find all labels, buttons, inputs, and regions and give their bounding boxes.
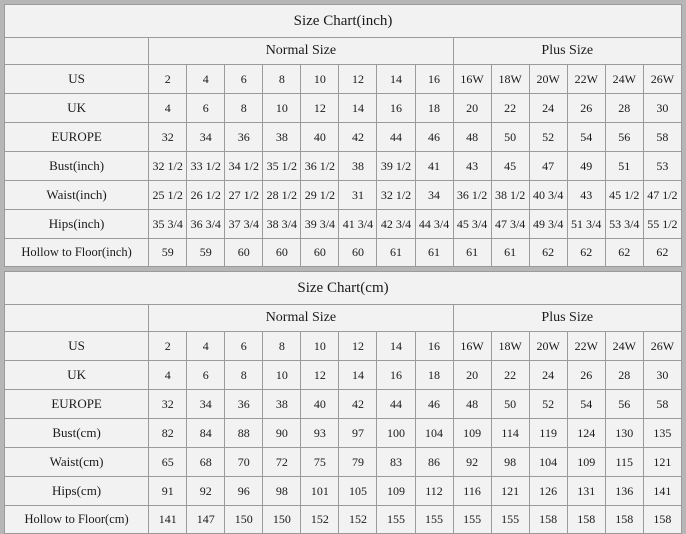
cell-value: 41 3/4 [339,210,377,239]
cell-value: 155 [453,506,491,534]
cell-value: 14 [377,332,415,361]
table-row [5,506,682,534]
row-label-bust: Bust(inch) [5,152,149,181]
cell-value: 38 [263,390,301,419]
cell-value: 50 [491,123,529,152]
cell-value: 42 [339,390,377,419]
cell-value: 34 [415,181,453,210]
cell-value: 8 [263,65,301,94]
cell-value: 158 [529,506,567,534]
cell-value: 39 3/4 [301,210,339,239]
cell-value: 62 [567,239,605,267]
row-label-europe: EUROPE [5,123,149,152]
cell-value: 36 3/4 [187,210,225,239]
cell-value: 20W [529,332,567,361]
cell-value: 22 [491,94,529,123]
cell-value: 4 [149,94,187,123]
chart-title: Size Chart(inch) [5,5,682,38]
cell-value: 48 [453,123,491,152]
cell-value: 93 [301,419,339,448]
cell-value: 29 1/2 [301,181,339,210]
cell-value: 40 [301,390,339,419]
cell-value: 45 1/2 [605,181,643,210]
cell-value: 61 [415,239,453,267]
cell-value: 10 [301,332,339,361]
cell-value: 40 3/4 [529,181,567,210]
cell-value: 2 [149,332,187,361]
cell-value: 44 [377,123,415,152]
cell-value: 18 [415,361,453,390]
table-row [5,239,682,267]
cell-value: 45 [491,152,529,181]
cell-value: 4 [187,65,225,94]
row-label-us: US [5,65,149,94]
cell-value: 22W [567,332,605,361]
cell-value: 2 [149,65,187,94]
cell-value: 90 [263,419,301,448]
cell-value: 124 [567,419,605,448]
table-row [5,477,682,506]
cell-value: 20 [453,361,491,390]
table-row [5,94,682,123]
cell-value: 141 [643,477,681,506]
cell-value: 10 [263,94,301,123]
cell-value: 105 [339,477,377,506]
cell-value: 135 [643,419,681,448]
cell-value: 33 1/2 [187,152,225,181]
cell-value: 152 [339,506,377,534]
row-label-europe: EUROPE [5,390,149,419]
cell-value: 121 [491,477,529,506]
cell-value: 109 [377,477,415,506]
cell-value: 4 [187,332,225,361]
cell-value: 18W [491,65,529,94]
cell-value: 45 3/4 [453,210,491,239]
cell-value: 42 [339,123,377,152]
size-chart-inch-table [4,4,682,267]
row-label-hollow-to-floor: Hollow to Floor(cm) [5,506,149,534]
cell-value: 101 [301,477,339,506]
row-label-us: US [5,332,149,361]
cell-value: 34 [187,390,225,419]
row-label-waist: Waist(inch) [5,181,149,210]
cell-value: 35 3/4 [149,210,187,239]
cell-value: 86 [415,448,453,477]
cell-value: 6 [225,332,263,361]
cell-value: 152 [301,506,339,534]
cell-value: 32 [149,123,187,152]
cell-value: 24W [605,332,643,361]
cell-value: 150 [263,506,301,534]
cell-value: 6 [187,361,225,390]
cell-value: 136 [605,477,643,506]
cell-value: 36 [225,123,263,152]
chart-title-row [5,5,682,38]
cell-value: 37 3/4 [225,210,263,239]
cell-value: 114 [491,419,529,448]
cell-value: 68 [187,448,225,477]
group-plus-size: Plus Size [453,305,681,332]
cell-value: 48 [453,390,491,419]
cell-value: 20 [453,94,491,123]
cell-value: 65 [149,448,187,477]
cell-value: 10 [301,65,339,94]
cell-value: 54 [567,123,605,152]
cell-value: 22 [491,361,529,390]
table-row [5,210,682,239]
cell-value: 36 1/2 [301,152,339,181]
cell-value: 26 [567,361,605,390]
cell-value: 126 [529,477,567,506]
cell-value: 109 [567,448,605,477]
cell-value: 39 1/2 [377,152,415,181]
cell-value: 104 [415,419,453,448]
cell-value: 16W [453,332,491,361]
cell-value: 97 [339,419,377,448]
cell-value: 62 [529,239,567,267]
cell-value: 36 1/2 [453,181,491,210]
cell-value: 79 [339,448,377,477]
cell-value: 32 1/2 [149,152,187,181]
cell-value: 25 1/2 [149,181,187,210]
cell-value: 27 1/2 [225,181,263,210]
cell-value: 91 [149,477,187,506]
cell-value: 18W [491,332,529,361]
cell-value: 43 [567,181,605,210]
cell-value: 8 [225,361,263,390]
cell-value: 62 [605,239,643,267]
cell-value: 98 [491,448,529,477]
cell-value: 59 [149,239,187,267]
table-row [5,152,682,181]
cell-value: 70 [225,448,263,477]
cell-value: 60 [225,239,263,267]
row-label-waist: Waist(cm) [5,448,149,477]
row-label-hips: Hips(cm) [5,477,149,506]
cell-value: 49 [567,152,605,181]
cell-value: 100 [377,419,415,448]
cell-value: 109 [453,419,491,448]
cell-value: 75 [301,448,339,477]
table-row [5,332,682,361]
cell-value: 44 [377,390,415,419]
cell-value: 158 [567,506,605,534]
cell-value: 32 [149,390,187,419]
cell-value: 16 [415,65,453,94]
cell-value: 92 [453,448,491,477]
group-plus-size: Plus Size [453,38,681,65]
cell-value: 115 [605,448,643,477]
cell-value: 58 [643,390,681,419]
cell-value: 20W [529,65,567,94]
row-label-uk: UK [5,94,149,123]
table-row [5,390,682,419]
cell-value: 112 [415,477,453,506]
cell-value: 60 [263,239,301,267]
cell-value: 147 [187,506,225,534]
cell-value: 40 [301,123,339,152]
cell-value: 72 [263,448,301,477]
table-row [5,181,682,210]
chart-title-row [5,272,682,305]
cell-value: 150 [225,506,263,534]
cell-value: 30 [643,361,681,390]
cell-value: 30 [643,94,681,123]
cell-value: 155 [377,506,415,534]
group-row-spacer [5,38,149,65]
chart-group-row [5,38,682,65]
cell-value: 12 [301,361,339,390]
cell-value: 14 [339,361,377,390]
cell-value: 58 [643,123,681,152]
cell-value: 52 [529,123,567,152]
cell-value: 55 1/2 [643,210,681,239]
row-label-hollow-to-floor: Hollow to Floor(inch) [5,239,149,267]
cell-value: 36 [225,390,263,419]
cell-value: 130 [605,419,643,448]
cell-value: 35 1/2 [263,152,301,181]
cell-value: 61 [377,239,415,267]
size-chart-cm-container [0,267,686,534]
cell-value: 38 [339,152,377,181]
cell-value: 16 [377,94,415,123]
cell-value: 155 [415,506,453,534]
cell-value: 41 [415,152,453,181]
cell-value: 53 [643,152,681,181]
table-row [5,419,682,448]
table-row [5,361,682,390]
cell-value: 32 1/2 [377,181,415,210]
cell-value: 60 [339,239,377,267]
cell-value: 158 [605,506,643,534]
cell-value: 6 [187,94,225,123]
cell-value: 47 [529,152,567,181]
cell-value: 22W [567,65,605,94]
cell-value: 61 [491,239,529,267]
cell-value: 61 [453,239,491,267]
cell-value: 84 [187,419,225,448]
chart-title: Size Chart(cm) [5,272,682,305]
cell-value: 8 [225,94,263,123]
cell-value: 83 [377,448,415,477]
cell-value: 53 3/4 [605,210,643,239]
group-row-spacer [5,305,149,332]
cell-value: 44 3/4 [415,210,453,239]
cell-value: 56 [605,390,643,419]
cell-value: 31 [339,181,377,210]
cell-value: 92 [187,477,225,506]
cell-value: 26W [643,332,681,361]
cell-value: 46 [415,123,453,152]
cell-value: 24 [529,361,567,390]
cell-value: 34 1/2 [225,152,263,181]
cell-value: 28 1/2 [263,181,301,210]
cell-value: 6 [225,65,263,94]
cell-value: 51 3/4 [567,210,605,239]
cell-value: 26 1/2 [187,181,225,210]
cell-value: 104 [529,448,567,477]
cell-value: 14 [377,65,415,94]
cell-value: 116 [453,477,491,506]
cell-value: 24W [605,65,643,94]
cell-value: 88 [225,419,263,448]
cell-value: 47 3/4 [491,210,529,239]
chart-group-row [5,305,682,332]
cell-value: 46 [415,390,453,419]
cell-value: 10 [263,361,301,390]
cell-value: 24 [529,94,567,123]
cell-value: 158 [643,506,681,534]
cell-value: 54 [567,390,605,419]
cell-value: 12 [339,332,377,361]
table-row [5,123,682,152]
row-label-hips: Hips(inch) [5,210,149,239]
cell-value: 62 [643,239,681,267]
row-label-bust: Bust(cm) [5,419,149,448]
cell-value: 26 [567,94,605,123]
cell-value: 60 [301,239,339,267]
table-row [5,65,682,94]
cell-value: 96 [225,477,263,506]
cell-value: 155 [491,506,529,534]
size-chart-cm-table [4,271,682,534]
cell-value: 38 3/4 [263,210,301,239]
cell-value: 28 [605,361,643,390]
group-normal-size: Normal Size [149,305,453,332]
cell-value: 42 3/4 [377,210,415,239]
cell-value: 52 [529,390,567,419]
group-normal-size: Normal Size [149,38,453,65]
cell-value: 26W [643,65,681,94]
cell-value: 34 [187,123,225,152]
cell-value: 14 [339,94,377,123]
cell-value: 12 [339,65,377,94]
cell-value: 18 [415,94,453,123]
cell-value: 131 [567,477,605,506]
row-label-uk: UK [5,361,149,390]
cell-value: 82 [149,419,187,448]
cell-value: 59 [187,239,225,267]
cell-value: 121 [643,448,681,477]
cell-value: 16 [377,361,415,390]
table-row [5,448,682,477]
cell-value: 49 3/4 [529,210,567,239]
cell-value: 38 1/2 [491,181,529,210]
cell-value: 50 [491,390,529,419]
cell-value: 8 [263,332,301,361]
cell-value: 16 [415,332,453,361]
cell-value: 38 [263,123,301,152]
cell-value: 56 [605,123,643,152]
cell-value: 47 1/2 [643,181,681,210]
cell-value: 141 [149,506,187,534]
cell-value: 43 [453,152,491,181]
cell-value: 28 [605,94,643,123]
cell-value: 12 [301,94,339,123]
cell-value: 51 [605,152,643,181]
cell-value: 4 [149,361,187,390]
cell-value: 16W [453,65,491,94]
cell-value: 119 [529,419,567,448]
cell-value: 98 [263,477,301,506]
